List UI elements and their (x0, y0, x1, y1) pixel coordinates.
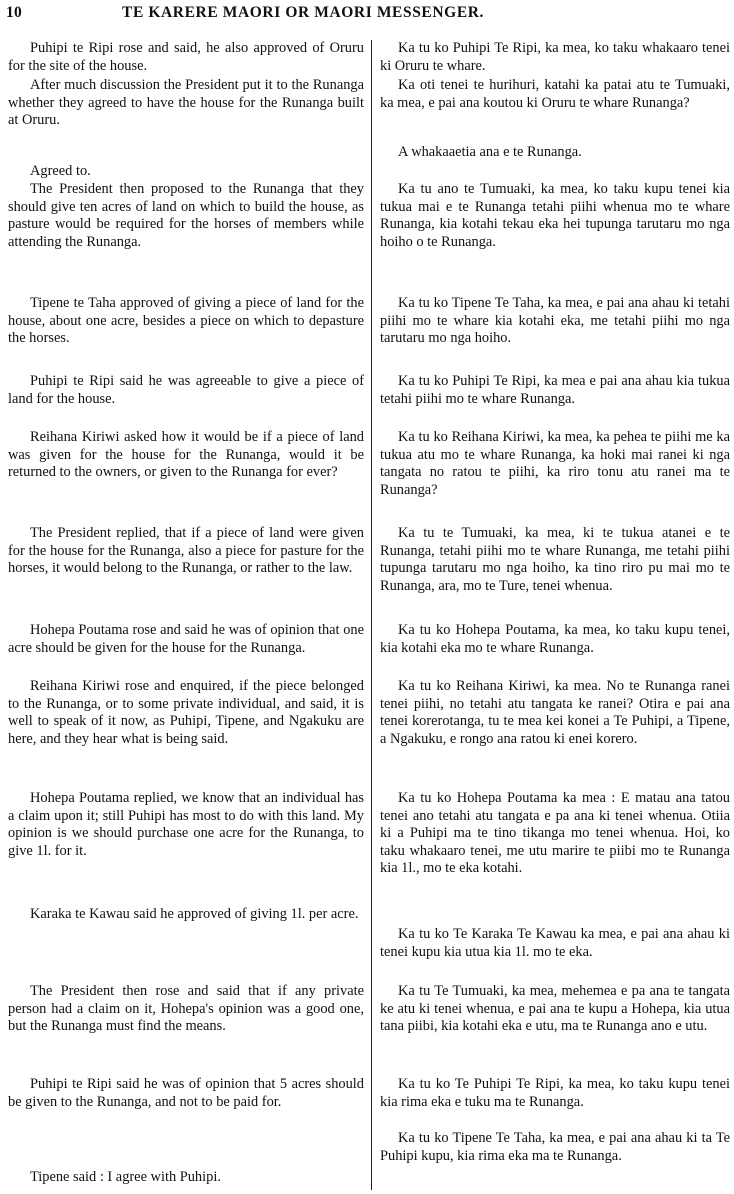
paragraph-en: Agreed to. (30, 163, 91, 179)
page-header (6, 4, 728, 26)
running-title: TE KARERE MAORI OR MAORI MESSENGER. (122, 4, 485, 21)
paragraph-en: The President then proposed to the Runanga that they should give ten acres of land on which to build the house, as pasture would be required for the horses of members while attending the Runanga. (8, 181, 364, 250)
paragraph-mi: A whakaaetia ana e te Runanga. (398, 144, 582, 160)
paragraph-en: Tipene te Taha approved of giving a piece of land for the house, about one acre, besides a piece on which to depasture the horses. (8, 295, 364, 347)
paragraph-mi: Ka tu ko Tipene Te Taha, ka mea, e pai ana ahau ki tetahi piihi mo te whare kia kotahi eka, me tetahi piihi mo nga tarutaru mo nga hoiho. (380, 295, 730, 347)
paragraph-mi: Ka tu Te Tumuaki, ka mea, mehemea e pa ana te tangata ke atu ki tenei whenua, e pai ana te kupu a Hohepa, kia utua tana piibi, kia kotahi eka e utu, ma te Runanga ano e utu. (380, 983, 730, 1035)
paragraph-mi: Ka tu ko Te Karaka Te Kawau ka mea, e pai ana ahau ki tenei kupu kia utua kia 1l. mo te eka. (380, 926, 730, 960)
paragraph-mi: Ka tu ko Tipene Te Taha, ka mea, e pai ana ahau ki ta Te Puhipi kupu, kia rima eka ma te Runanga. (380, 1130, 730, 1164)
paragraph-en: Puhipi te Ripi said he was agreeable to give a piece of land for the house. (8, 373, 364, 407)
maori-column (380, 40, 730, 1190)
paragraph-en: Hohepa Poutama rose and said he was of opinion that one acre should be given for the house for the Runanga. (8, 622, 364, 656)
paragraph-mi: Ka oti tenei te hurihuri, katahi ka patai atu te Tumuaki, ka mea, e pai ana koutou ki Oruru te whare Runanga? (380, 77, 730, 111)
paragraph-mi: Ka tu ko Puhipi Te Ripi, ka mea e pai ana ahau kia tukua tetahi piihi mo te whare Runanga. (380, 373, 730, 407)
page-number: 10 (6, 4, 22, 21)
paragraph-en: The President replied, that if a piece of land were given for the house for the Runanga, also a piece for pasture for the horses, it would belong to the Runanga, or rather to the law. (8, 525, 364, 577)
paragraph-mi: Ka tu ko Reihana Kiriwi, ka mea, ka pehea te piihi me ka tukua atu mo te whare Runanga, ka hoki mai ranei ki nga tangata no ratou te piihi, ka riro tonu atu ranei ma te Runanga? (380, 429, 730, 498)
paragraph-en: The President then rose and said that if any private person had a claim on it, Hohepa's opinion was a good one, but the Runanga must find the means. (8, 983, 364, 1035)
paragraph-en: Reihana Kiriwi rose and enquired, if the piece belonged to the Runanga, or to some private individual, and said, it is well to speak of it now, as Puhipi, Tipene, and Ngakuku are here, and they hear what is being said. (8, 678, 364, 747)
paragraph-en: Tipene said : I agree with Puhipi. (30, 1169, 221, 1185)
paragraph-en: Puhipi te Ripi rose and said, he also approved of Oruru for the site of the house. (8, 40, 364, 74)
paragraph-en: Reihana Kiriwi asked how it would be if a piece of land was given for the house for the Runanga, would it be returned to the owners, or given to the Runanga for ever? (8, 429, 364, 481)
column-divider (371, 40, 372, 1190)
english-column (8, 40, 364, 1190)
paragraph-en: Karaka te Kawau said he approved of giving 1l. per acre. (30, 906, 359, 922)
paragraph-en: After much discussion the President put it to the Runanga whether they agreed to have the house for the Runanga built at Oruru. (8, 77, 364, 129)
paragraph-en: Puhipi te Ripi said he was of opinion that 5 acres should be given to the Runanga, and not to be paid for. (8, 1076, 364, 1110)
paragraph-mi: Ka tu ko Hohepa Poutama ka mea : E matau ana tatou tenei ano tetahi atu tangata e pa ana ki tenei whenua. Otiia ki a Puhipi ma te tino tikanga mo tenei whenua. Hoi, ko taku whakaaro tenei, me utu marire te piibi mo te Runanga kia 1l., mo te eka kotahi. (380, 790, 730, 877)
paragraph-mi: Ka tu ko Puhipi Te Ripi, ka mea, ko taku whakaaro tenei ki Oruru te whare. (380, 40, 730, 74)
paragraph-en: Hohepa Poutama replied, we know that an individual has a claim upon it; still Puhipi has most to do with this land. My opinion is we should purchase one acre for the Runanga, to give 1l. for it. (8, 790, 364, 859)
paragraph-mi: Ka tu ko Hohepa Poutama, ka mea, ko taku kupu tenei, kia kotahi eka mo te whare Runanga. (380, 622, 730, 656)
paragraph-mi: Ka tu ko Reihana Kiriwi, ka mea. No te Runanga ranei tenei piihi, no tetahi atu tangata ke ranei? Otira e pai ana tenei korerotanga, tu te mea kei konei a Te Puhipi, a Tipene, a Ngakuku, e rongo ana ratou ki enei korero. (380, 678, 730, 747)
paragraph-mi: Ka tu ano te Tumuaki, ka mea, ko taku kupu tenei kia tukua mai e te Runanga tetahi piihi whenua mo te whare Runanga, kia kotahi tekau eka hei tupunga tarutaru mo nga hoiho o te Runanga. (380, 181, 730, 250)
paragraph-mi: Ka tu ko Te Puhipi Te Ripi, ka mea, ko taku kupu tenei kia rima eka e tuku ma te Runanga. (380, 1076, 730, 1110)
paragraph-mi: Ka tu te Tumuaki, ka mea, ki te tukua atanei e te Runanga, tetahi piihi mo te whare Runanga, me tetahi piihi tupunga tarutaru mo nga hoiho, ka tino riro pu mai mo te Runanga, ara, mo te Ture, tenei whenua. (380, 525, 730, 594)
